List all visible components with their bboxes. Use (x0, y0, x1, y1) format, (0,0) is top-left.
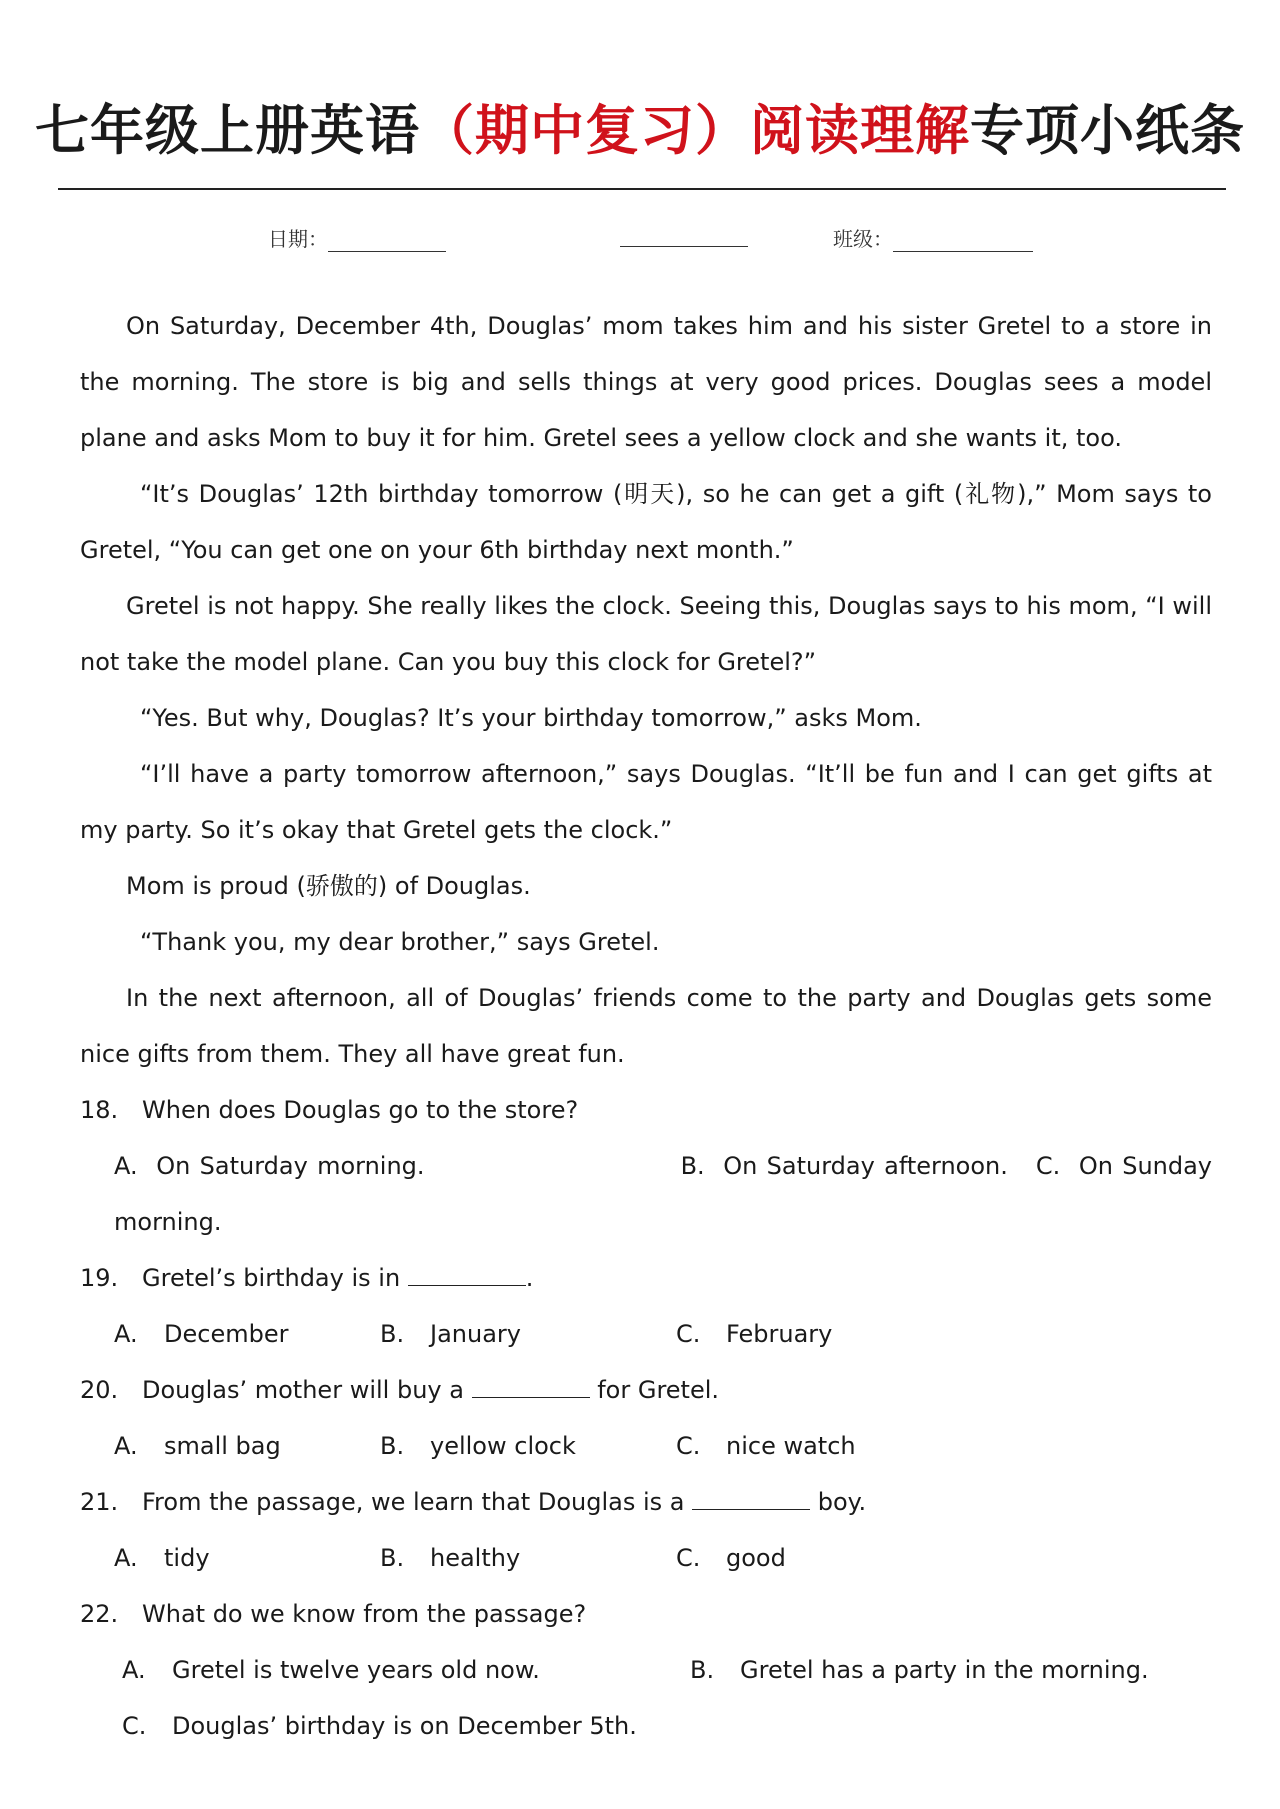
question-text-end: . (525, 1264, 534, 1292)
option-b[interactable] (681, 1152, 1008, 1180)
option-text: On Saturday morning. (156, 1152, 425, 1180)
option-letter: A. (114, 1152, 138, 1180)
question-20 (80, 1362, 1212, 1418)
date-blank[interactable] (328, 229, 446, 252)
name-blank[interactable] (620, 224, 748, 247)
question-number: 22. (80, 1600, 119, 1628)
passage-paragraph: Gretel is not happy. She really likes the clock. Seeing this, Douglas says to his mom, “I will not take the model plane. Can you buy this clock for Gretel?” (80, 592, 1212, 676)
class-label: 班级： (833, 227, 893, 251)
passage-paragraph: “I’ll have a party tomorrow afternoon,” says Douglas. “It’ll be fun and I can get gifts at my party. So it’s okay that Gretel gets the clock.” (80, 760, 1212, 844)
class-blank[interactable] (893, 229, 1033, 252)
option-letter: A. (122, 1656, 146, 1684)
option-b[interactable] (380, 1306, 521, 1362)
question-text: Gretel’s birthday is in (142, 1264, 401, 1292)
reading-section (80, 298, 1212, 1754)
option-a[interactable] (114, 1530, 210, 1586)
question-number: 19. (80, 1264, 119, 1292)
question-22 (80, 1586, 1212, 1642)
option-letter: B. (380, 1544, 405, 1572)
date-label: 日期： (268, 227, 328, 251)
passage-paragraph: “It’s Douglas’ 12th birthday tomorrow (明天), so he can get a gift (礼物),” Mom says to Gretel, “You can get one on your 6th birthday next month.” (80, 480, 1212, 564)
option-text: small bag (164, 1432, 281, 1460)
question-text: Douglas’ mother will buy a (142, 1376, 464, 1404)
question-text: From the passage, we learn that Douglas is a (142, 1488, 685, 1516)
option-text: February (726, 1320, 833, 1348)
question-20-options (80, 1418, 1212, 1474)
option-letter: C. (676, 1432, 701, 1460)
question-19-options (80, 1306, 1212, 1362)
option-text: healthy (430, 1544, 521, 1572)
question-22-options-row-2 (80, 1698, 1212, 1754)
option-c[interactable] (676, 1306, 832, 1362)
answer-blank[interactable] (408, 1255, 526, 1286)
option-b[interactable] (690, 1642, 1149, 1698)
question-18 (80, 1082, 1212, 1138)
option-text: nice watch (726, 1432, 856, 1460)
date-field (268, 223, 446, 252)
option-c[interactable] (122, 1698, 637, 1754)
option-text: yellow clock (430, 1432, 576, 1460)
option-a[interactable] (114, 1306, 288, 1362)
option-letter: A. (114, 1432, 138, 1460)
question-text: When does Douglas go to the store? (142, 1096, 579, 1124)
option-text: On Sunday morning. (114, 1152, 1213, 1236)
question-number: 20. (80, 1376, 119, 1404)
option-text: good (726, 1544, 786, 1572)
option-text: tidy (164, 1544, 210, 1572)
option-letter: C. (1035, 1152, 1061, 1180)
question-19 (80, 1250, 1212, 1306)
class-field (833, 223, 1033, 252)
option-a[interactable] (122, 1642, 540, 1698)
question-22-options-row-1 (80, 1642, 1212, 1698)
option-b[interactable] (380, 1418, 576, 1474)
option-text: Gretel has a party in the morning. (740, 1656, 1149, 1684)
page-title (0, 88, 1280, 165)
question-18-options (80, 1138, 1212, 1250)
option-letter: B. (380, 1432, 405, 1460)
title-divider (58, 188, 1226, 190)
title-part-2: （期中复习）阅读理解 (420, 98, 970, 162)
question-number: 18. (80, 1096, 119, 1124)
option-letter: B. (680, 1152, 705, 1180)
option-letter: B. (380, 1320, 405, 1348)
option-letter: B. (690, 1656, 715, 1684)
question-text: What do we know from the passage? (142, 1600, 587, 1628)
option-letter: A. (114, 1544, 138, 1572)
answer-blank[interactable] (472, 1367, 590, 1398)
option-c[interactable] (676, 1418, 856, 1474)
title-part-3: 专项小纸条 (970, 98, 1245, 162)
name-field (620, 223, 748, 247)
question-number: 21. (80, 1488, 119, 1516)
passage-paragraph: On Saturday, December 4th, Douglas’ mom takes him and his sister Gretel to a store in the morning. The store is big and sells things at very good prices. Douglas sees a model plane and asks Mom to buy it for him. Gretel sees a yellow clock and she wants it, too. (80, 312, 1212, 452)
option-text: On Saturday afternoon. (723, 1152, 1008, 1180)
passage-paragraph: Mom is proud (骄傲的) of Douglas. (126, 872, 531, 900)
passage-paragraph: In the next afternoon, all of Douglas’ friends come to the party and Douglas gets some nice gifts from them. They all have great fun. (80, 984, 1212, 1068)
option-b[interactable] (380, 1530, 520, 1586)
question-text-end: boy. (817, 1488, 867, 1516)
option-text: Douglas’ birthday is on December 5th. (172, 1712, 637, 1740)
question-21 (80, 1474, 1212, 1530)
option-text: December (164, 1320, 289, 1348)
option-a[interactable] (114, 1418, 281, 1474)
option-letter: C. (676, 1320, 701, 1348)
option-text: January (430, 1320, 521, 1348)
option-letter: C. (676, 1544, 701, 1572)
option-letter: A. (114, 1320, 138, 1348)
option-c[interactable] (676, 1530, 786, 1586)
passage-paragraph: “Yes. But why, Douglas? It’s your birthday tomorrow,” asks Mom. (140, 704, 922, 732)
option-letter: C. (122, 1712, 147, 1740)
passage-paragraph: “Thank you, my dear brother,” says Gretel. (140, 928, 660, 956)
answer-blank[interactable] (692, 1479, 810, 1510)
option-a[interactable] (114, 1152, 425, 1180)
title-part-1: 七年级上册英语 (35, 98, 420, 162)
question-text-end: for Gretel. (597, 1376, 720, 1404)
option-text: Gretel is twelve years old now. (172, 1656, 540, 1684)
question-21-options (80, 1530, 1212, 1586)
